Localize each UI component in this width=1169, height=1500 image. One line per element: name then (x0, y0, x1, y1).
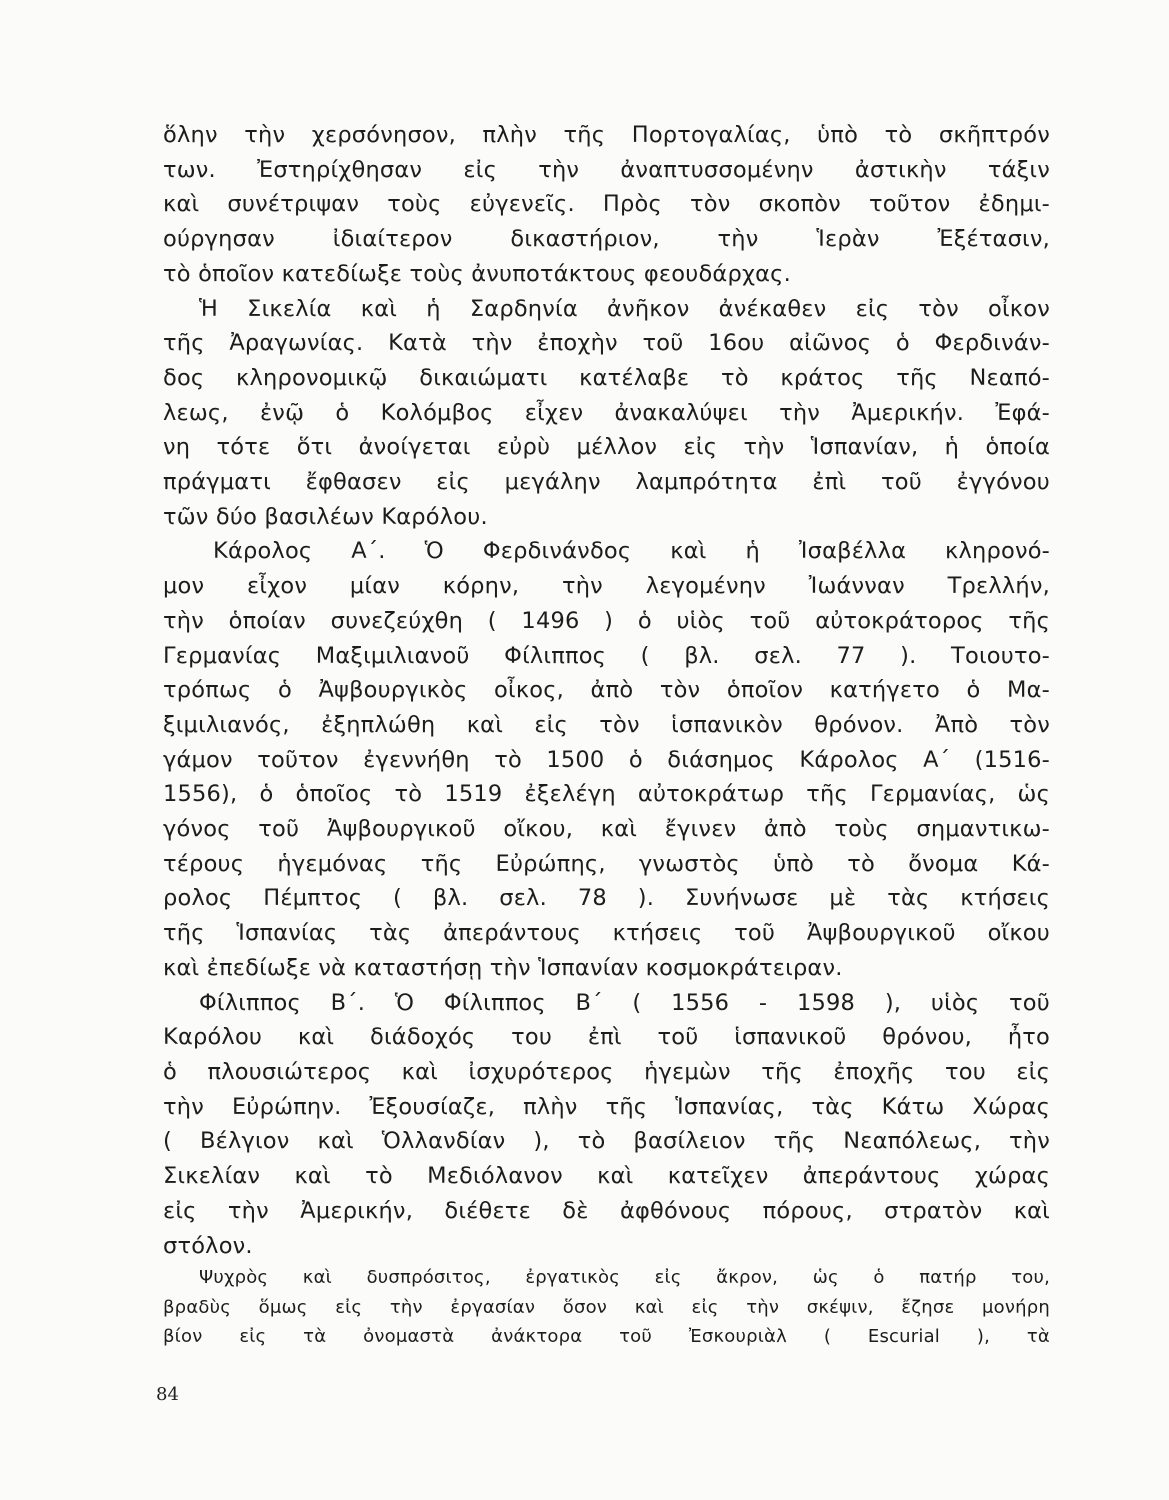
note-line: βίον εἰς τὰ ὀνομαστὰ ἀνάκτορα τοῦ Ἐσκουριὰλ ( Escurial ), τὰ (163, 1326, 1050, 1347)
text-line: πράγματι ἔφθασεν εἰς μεγάλην λαμπρότητα ἐπὶ τοῦ ἐγγόνου (163, 469, 1050, 496)
text-line: νη τότε ὅτι ἀνοίγεται εὐρὺ μέλλον εἰς τὴν Ἱσπανίαν, ἡ ὁποία (163, 434, 1050, 461)
text-line: των. Ἐστηρίχθησαν εἰς τὴν ἀναπτυσσομένην ἀστικὴν τάξιν (163, 156, 1050, 183)
text-line: Καρόλου καὶ διάδοχός του ἐπὶ τοῦ ἱσπανικοῦ θρόνου, ἦτο (163, 1024, 1050, 1051)
text-line: δος κληρονομικῷ δικαιώματι κατέλαβε τὸ κράτος τῆς Νεαπό- (163, 364, 1050, 391)
text-line: Γερμανίας Μαξιμιλιανοῦ Φίλιππος ( βλ. σελ. 77 ). Τοιουτο- (163, 642, 1050, 669)
text-line: στόλον. (163, 1232, 253, 1259)
text-line: καὶ ἐπεδίωξε νὰ καταστήσῃ τὴν Ἱσπανίαν κοσμοκράτειραν. (163, 954, 843, 981)
text-line: 1556), ὁ ὁποῖος τὸ 1519 ἐξελέγη αὐτοκράτωρ τῆς Γερμανίας, ὡς (163, 781, 1050, 808)
text-line: τὴν ὁποίαν συνεζεύχθη ( 1496 ) ὁ υἱὸς τοῦ αὐτοκράτορος τῆς (163, 607, 1050, 634)
main-text (163, 118, 1050, 1263)
text-line: ὁ πλουσιώτερος καὶ ἰσχυρότερος ἡγεμὼν τῆς ἐποχῆς του εἰς (163, 1058, 1050, 1085)
note-line: βραδὺς ὅμως εἰς τὴν ἐργασίαν ὅσον καὶ εἰς τὴν σκέψιν, ἔζησε μονήρη (163, 1296, 1050, 1318)
text-line: γόνος τοῦ Ἀψβουργικοῦ οἴκου, καὶ ἔγινεν ἀπὸ τοὺς σημαντικω- (163, 816, 1050, 843)
text-line: καὶ συνέτριψαν τοὺς εὐγενεῖς. Πρὸς τὸν σκοπὸν τοῦτον ἐδημι- (163, 191, 1050, 218)
text-line: ρολος Πέμπτος ( βλ. σελ. 78 ). Συνήνωσε μὲ τὰς κτήσεις (163, 885, 1050, 912)
text-line: τῆς Ἱσπανίας τὰς ἀπεράντους κτήσεις τοῦ Ἀψβουργικοῦ οἴκου (163, 920, 1050, 947)
small-print-note (163, 1263, 1050, 1352)
text-line: ούργησαν ἰδιαίτερον δικαστήριον, τὴν Ἱερὰν Ἐξέτασιν, (163, 226, 1050, 253)
text-line: Κάρολος Α΄. Ὁ Φερδινάνδος καὶ ἡ Ἰσαβέλλα κληρονό- (213, 538, 1050, 565)
text-line: τῶν δύο βασιλέων Καρόλου. (163, 503, 488, 530)
page-number: 84 (156, 1384, 179, 1405)
text-line: Ἡ Σικελία καὶ ἡ Σαρδηνία ἀνῆκον ἀνέκαθεν εἰς τὸν οἶκον (199, 295, 1050, 322)
text-line: Φίλιππος Β΄. Ὁ Φίλιππος Β΄ ( 1556 - 1598 ), υἱὸς τοῦ (199, 989, 1050, 1016)
text-line: τρόπως ὁ Ἀψβουργικὸς οἶκος, ἀπὸ τὸν ὁποῖον κατήγετο ὁ Μα- (163, 677, 1050, 704)
text-line: Σικελίαν καὶ τὸ Μεδιόλανον καὶ κατεῖχεν ἀπεράντους χώρας (163, 1163, 1050, 1190)
text-line: τῆς Ἀραγωνίας. Κατὰ τὴν ἐποχὴν τοῦ 16ου αἰῶνος ὁ Φερδινάν- (163, 330, 1050, 357)
text-line: μον εἶχον μίαν κόρην, τὴν λεγομένην Ἰωάνναν Τρελλήν, (163, 573, 1050, 600)
text-line: ξιμιλιανός, ἐξηπλώθη καὶ εἰς τὸν ἱσπανικὸν θρόνον. Ἀπὸ τὸν (163, 711, 1050, 738)
text-line: λεως, ἐνῷ ὁ Κολόμβος εἶχεν ἀνακαλύψει τὴν Ἀμερικήν. Ἐφά- (163, 399, 1050, 426)
text-line: γάμον τοῦτον ἐγεννήθη τὸ 1500 ὁ διάσημος Κάρολος Α΄ (1516- (163, 746, 1050, 773)
note-line: Ψυχρὸς καὶ δυσπρόσιτος, ἐργατικὸς εἰς ἄκρον, ὡς ὁ πατήρ του, (199, 1267, 1050, 1288)
text-line: τὴν Εὐρώπην. Ἐξουσίαζε, πλὴν τῆς Ἱσπανίας, τὰς Κάτω Χώρας (163, 1093, 1050, 1120)
text-line: εἰς τὴν Ἀμερικήν, διέθετε δὲ ἀφθόνους πόρους, στρατὸν καὶ (163, 1197, 1050, 1224)
text-line: ( Βέλγιον καὶ Ὁλλανδίαν ), τὸ βασίλειον τῆς Νεαπόλεως, τὴν (163, 1128, 1050, 1155)
text-line: ὅλην τὴν χερσόνησον, πλὴν τῆς Πορτογαλίας, ὑπὸ τὸ σκῆπτρόν (163, 122, 1050, 148)
text-line: τὸ ὁποῖον κατεδίωξε τοὺς ἀνυποτάκτους φεουδάρχας. (163, 260, 791, 287)
text-line: τέρους ἡγεμόνας τῆς Εὐρώπης, γνωστὸς ὑπὸ τὸ ὄνομα Κά- (163, 850, 1050, 877)
